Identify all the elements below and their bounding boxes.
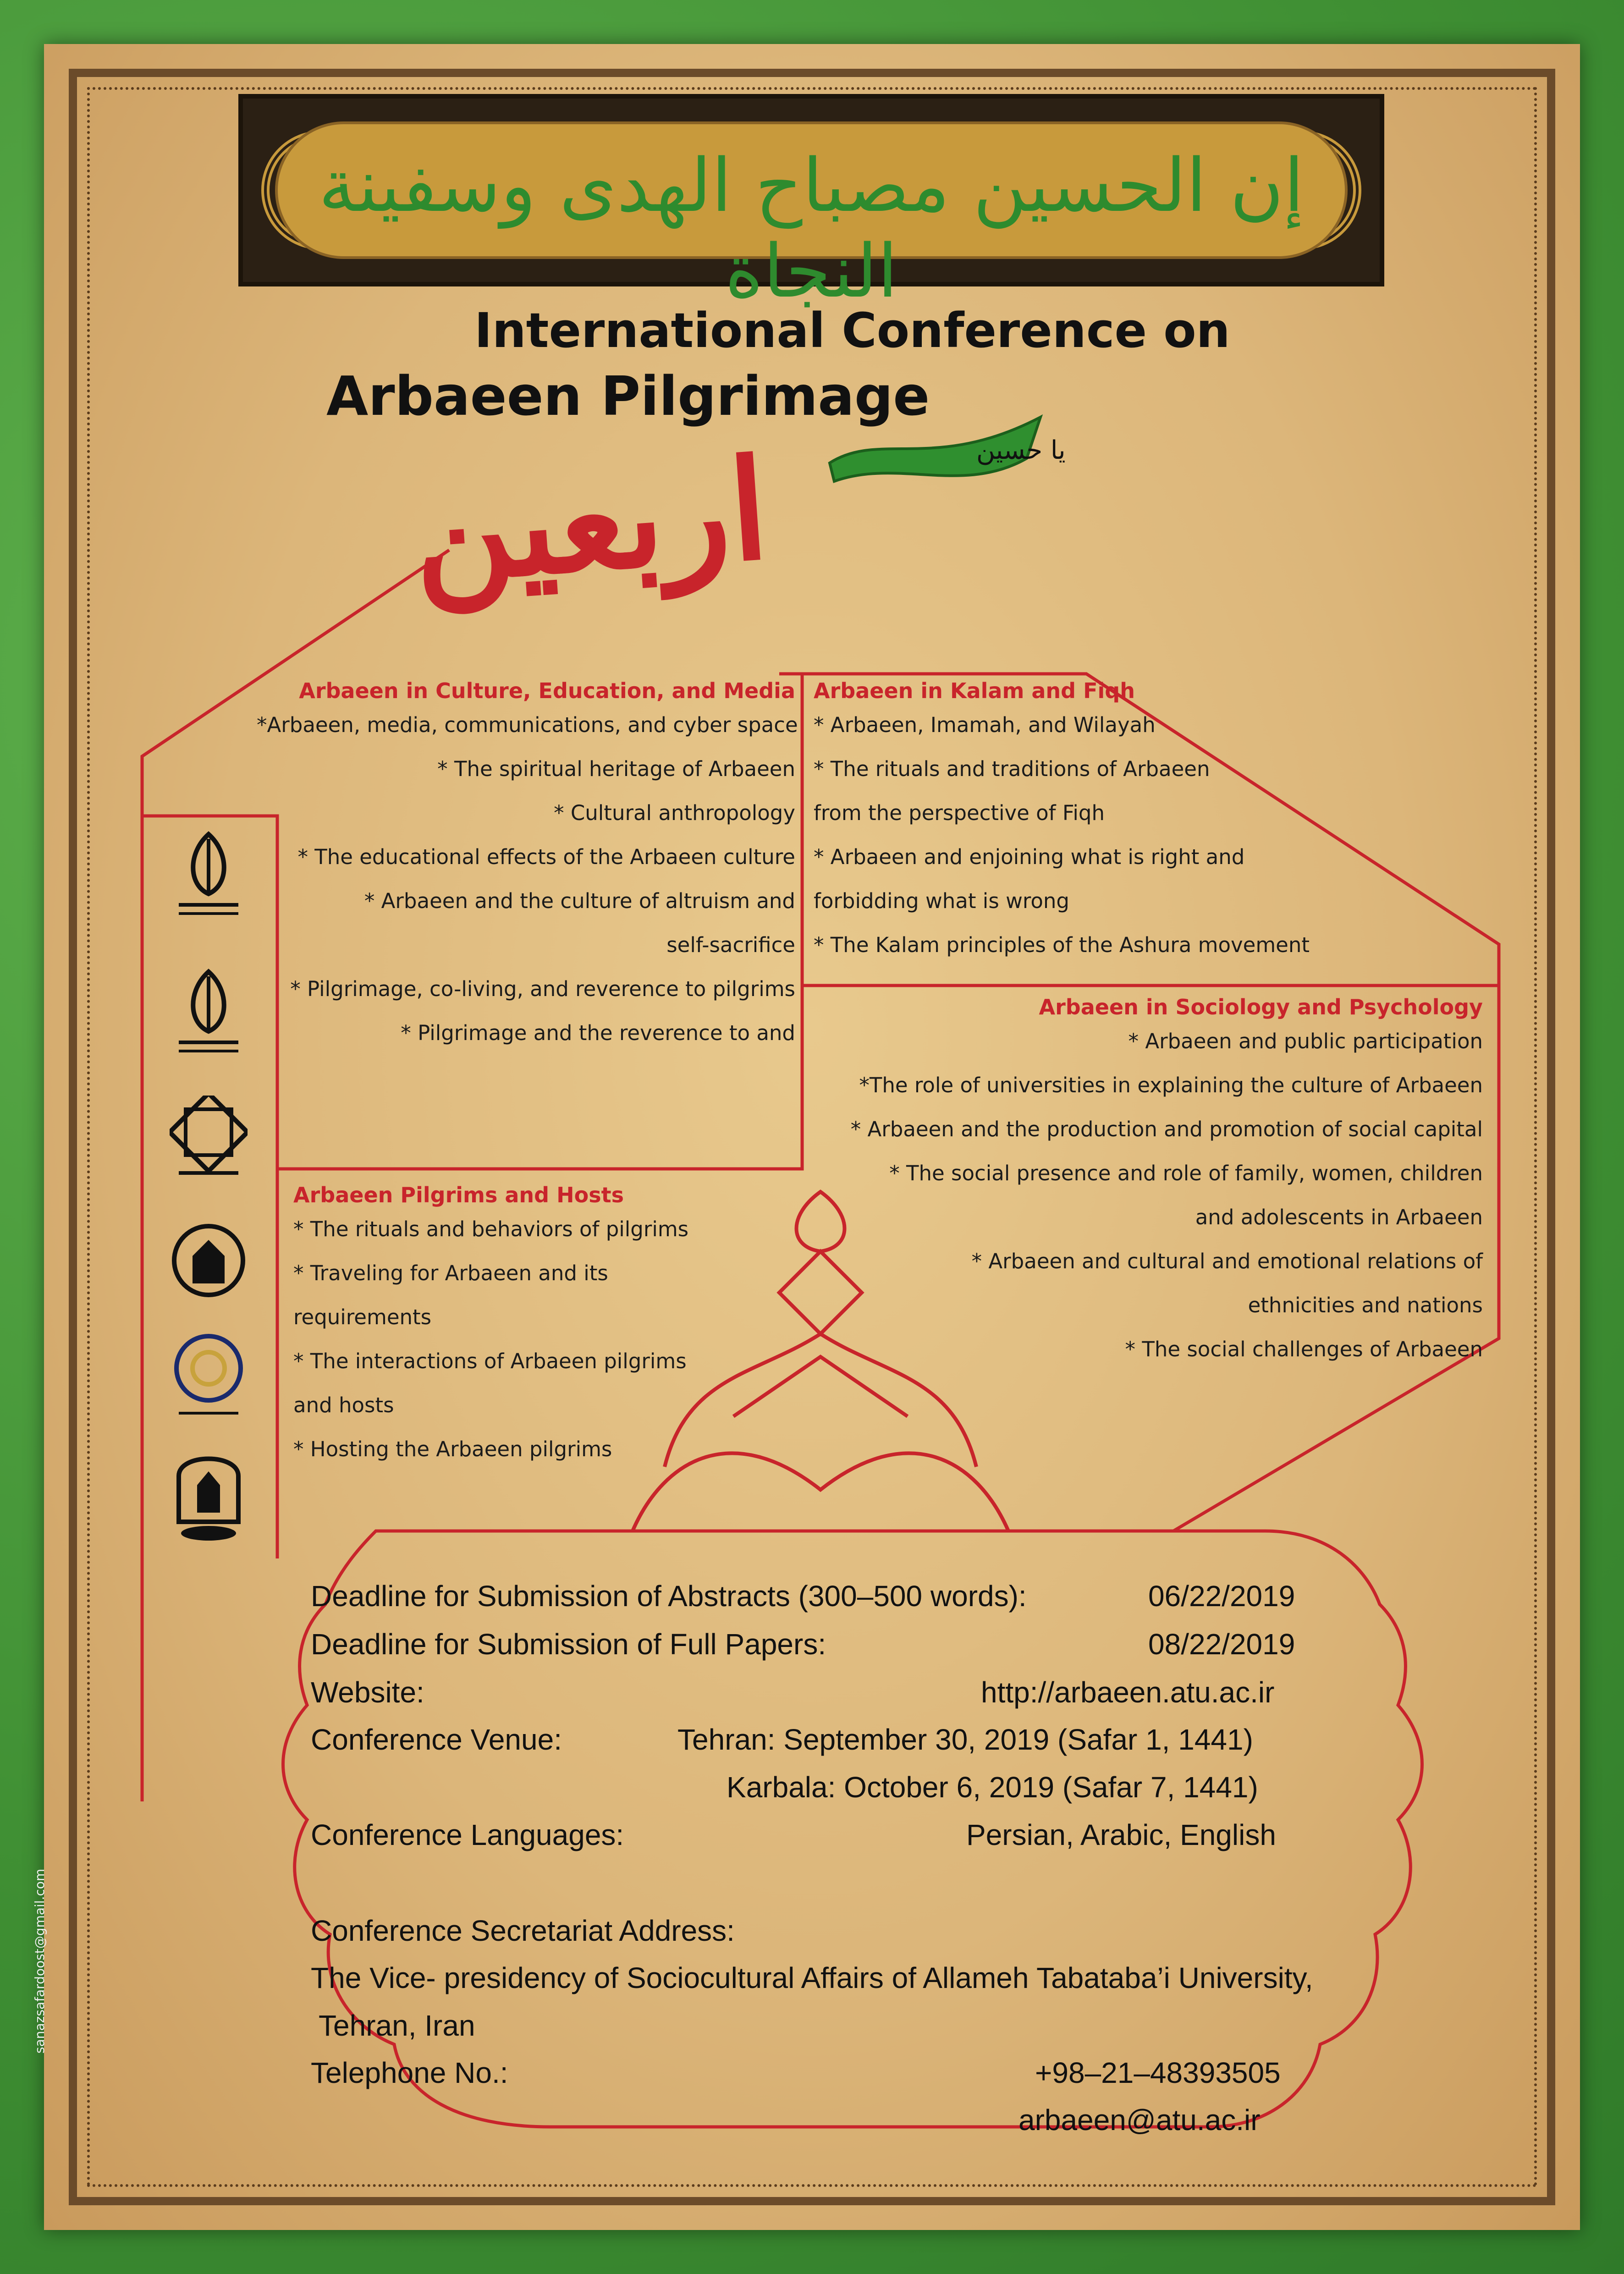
list-item: * The rituals and traditions of Arbaeen	[814, 757, 1210, 781]
list-item: *The role of universities in explaining the culture of Arbaeen	[859, 1073, 1483, 1097]
abstracts-deadline-date: 06/22/2019	[1148, 1580, 1295, 1613]
papers-deadline-label: Deadline for Submission of Full Papers:	[311, 1628, 826, 1661]
list-item: * Hosting the Arbaeen pilgrims	[293, 1437, 612, 1461]
languages-label: Conference Languages:	[311, 1818, 624, 1851]
list-item: * Cultural anthropology	[554, 801, 795, 825]
section-title: Arbaeen in Kalam and Fiqh	[814, 678, 1135, 703]
list-item: * The Kalam principles of the Ashura movement	[814, 933, 1310, 957]
list-item: * Pilgrimage and the reverence to and	[401, 1021, 795, 1045]
list-item: * Traveling for Arbaeen and its	[293, 1261, 608, 1285]
title-line-2: Arbaeen Pilgrimage	[326, 364, 930, 428]
secretariat-line-1: The Vice- presidency of Sociocultural Affairs of Allameh Tabataba’i University,	[311, 1961, 1313, 1994]
flag-label: یا حسین	[976, 435, 1066, 465]
website-label: Website:	[311, 1676, 424, 1709]
list-item: * The educational effects of the Arbaeen culture	[297, 845, 795, 869]
side-credit: sanazsafardoost@gmail.com	[32, 1868, 47, 2054]
list-item: *Arbaeen, media, communications, and cyber space	[257, 713, 798, 737]
list-item: * Arbaeen and cultural and emotional relations of	[971, 1249, 1483, 1273]
list-item: * Arbaeen and the production and promotion of social capital	[850, 1117, 1483, 1141]
list-item: * The rituals and behaviors of pilgrims	[293, 1217, 689, 1241]
list-item: * Arbaeen and the culture of altruism and	[364, 889, 795, 913]
secretariat-line-2: Tehran, Iran	[319, 2009, 475, 2042]
list-item: * The social presence and role of family, women, children	[889, 1161, 1483, 1185]
list-item: * The interactions of Arbaeen pilgrims	[293, 1349, 687, 1373]
email-link[interactable]: arbaeen@atu.ac.ir	[1018, 2103, 1261, 2136]
section-title: Arbaeen Pilgrims and Hosts	[293, 1183, 624, 1207]
secretariat-label: Conference Secretariat Address:	[311, 1914, 735, 1947]
list-item: self-sacrifice	[666, 933, 795, 957]
venue-tehran: Tehran: September 30, 2019 (Safar 1, 1441)	[677, 1723, 1253, 1756]
abstracts-deadline-label: Deadline for Submission of Abstracts (300–500 words):	[311, 1580, 1027, 1613]
papers-deadline-date: 08/22/2019	[1148, 1628, 1295, 1661]
list-item: * The spiritual heritage of Arbaeen	[437, 757, 795, 781]
languages-value: Persian, Arabic, English	[966, 1818, 1276, 1851]
list-item: forbidding what is wrong	[814, 889, 1069, 913]
venue-karbala: Karbala: October 6, 2019 (Safar 7, 1441)	[727, 1771, 1258, 1804]
section-title: Arbaeen in Culture, Education, and Media	[299, 678, 795, 703]
list-item: * Arbaeen and public participation	[1128, 1029, 1483, 1053]
list-item: * Arbaeen, Imamah, and Wilayah	[814, 713, 1156, 737]
arbaeen-calligraphy: اربعین	[407, 428, 773, 614]
section-title: Arbaeen in Sociology and Psychology	[1039, 995, 1483, 1019]
title-line-1: International Conference on	[474, 303, 1230, 358]
list-item: * Pilgrimage, co-living, and reverence to pilgrims	[290, 977, 795, 1001]
venue-label: Conference Venue:	[311, 1723, 562, 1756]
telephone-label: Telephone No.:	[311, 2056, 508, 2089]
telephone-value: +98–21–48393505	[1035, 2056, 1281, 2089]
list-item: and adolescents in Arbaeen	[1195, 1205, 1483, 1229]
banner-calligraphy: إن الحسين مصباح الهدى وسفينة النجاة	[318, 143, 1305, 314]
list-item: * The social challenges of Arbaeen	[1125, 1337, 1483, 1361]
list-item: requirements	[293, 1305, 432, 1329]
list-item: and hosts	[293, 1393, 394, 1417]
website-link[interactable]: http://arbaeen.atu.ac.ir	[981, 1676, 1275, 1709]
list-item: * Arbaeen and enjoining what is right and	[814, 845, 1245, 869]
list-item: ethnicities and nations	[1248, 1293, 1483, 1317]
list-item: from the perspective of Fiqh	[814, 801, 1105, 825]
